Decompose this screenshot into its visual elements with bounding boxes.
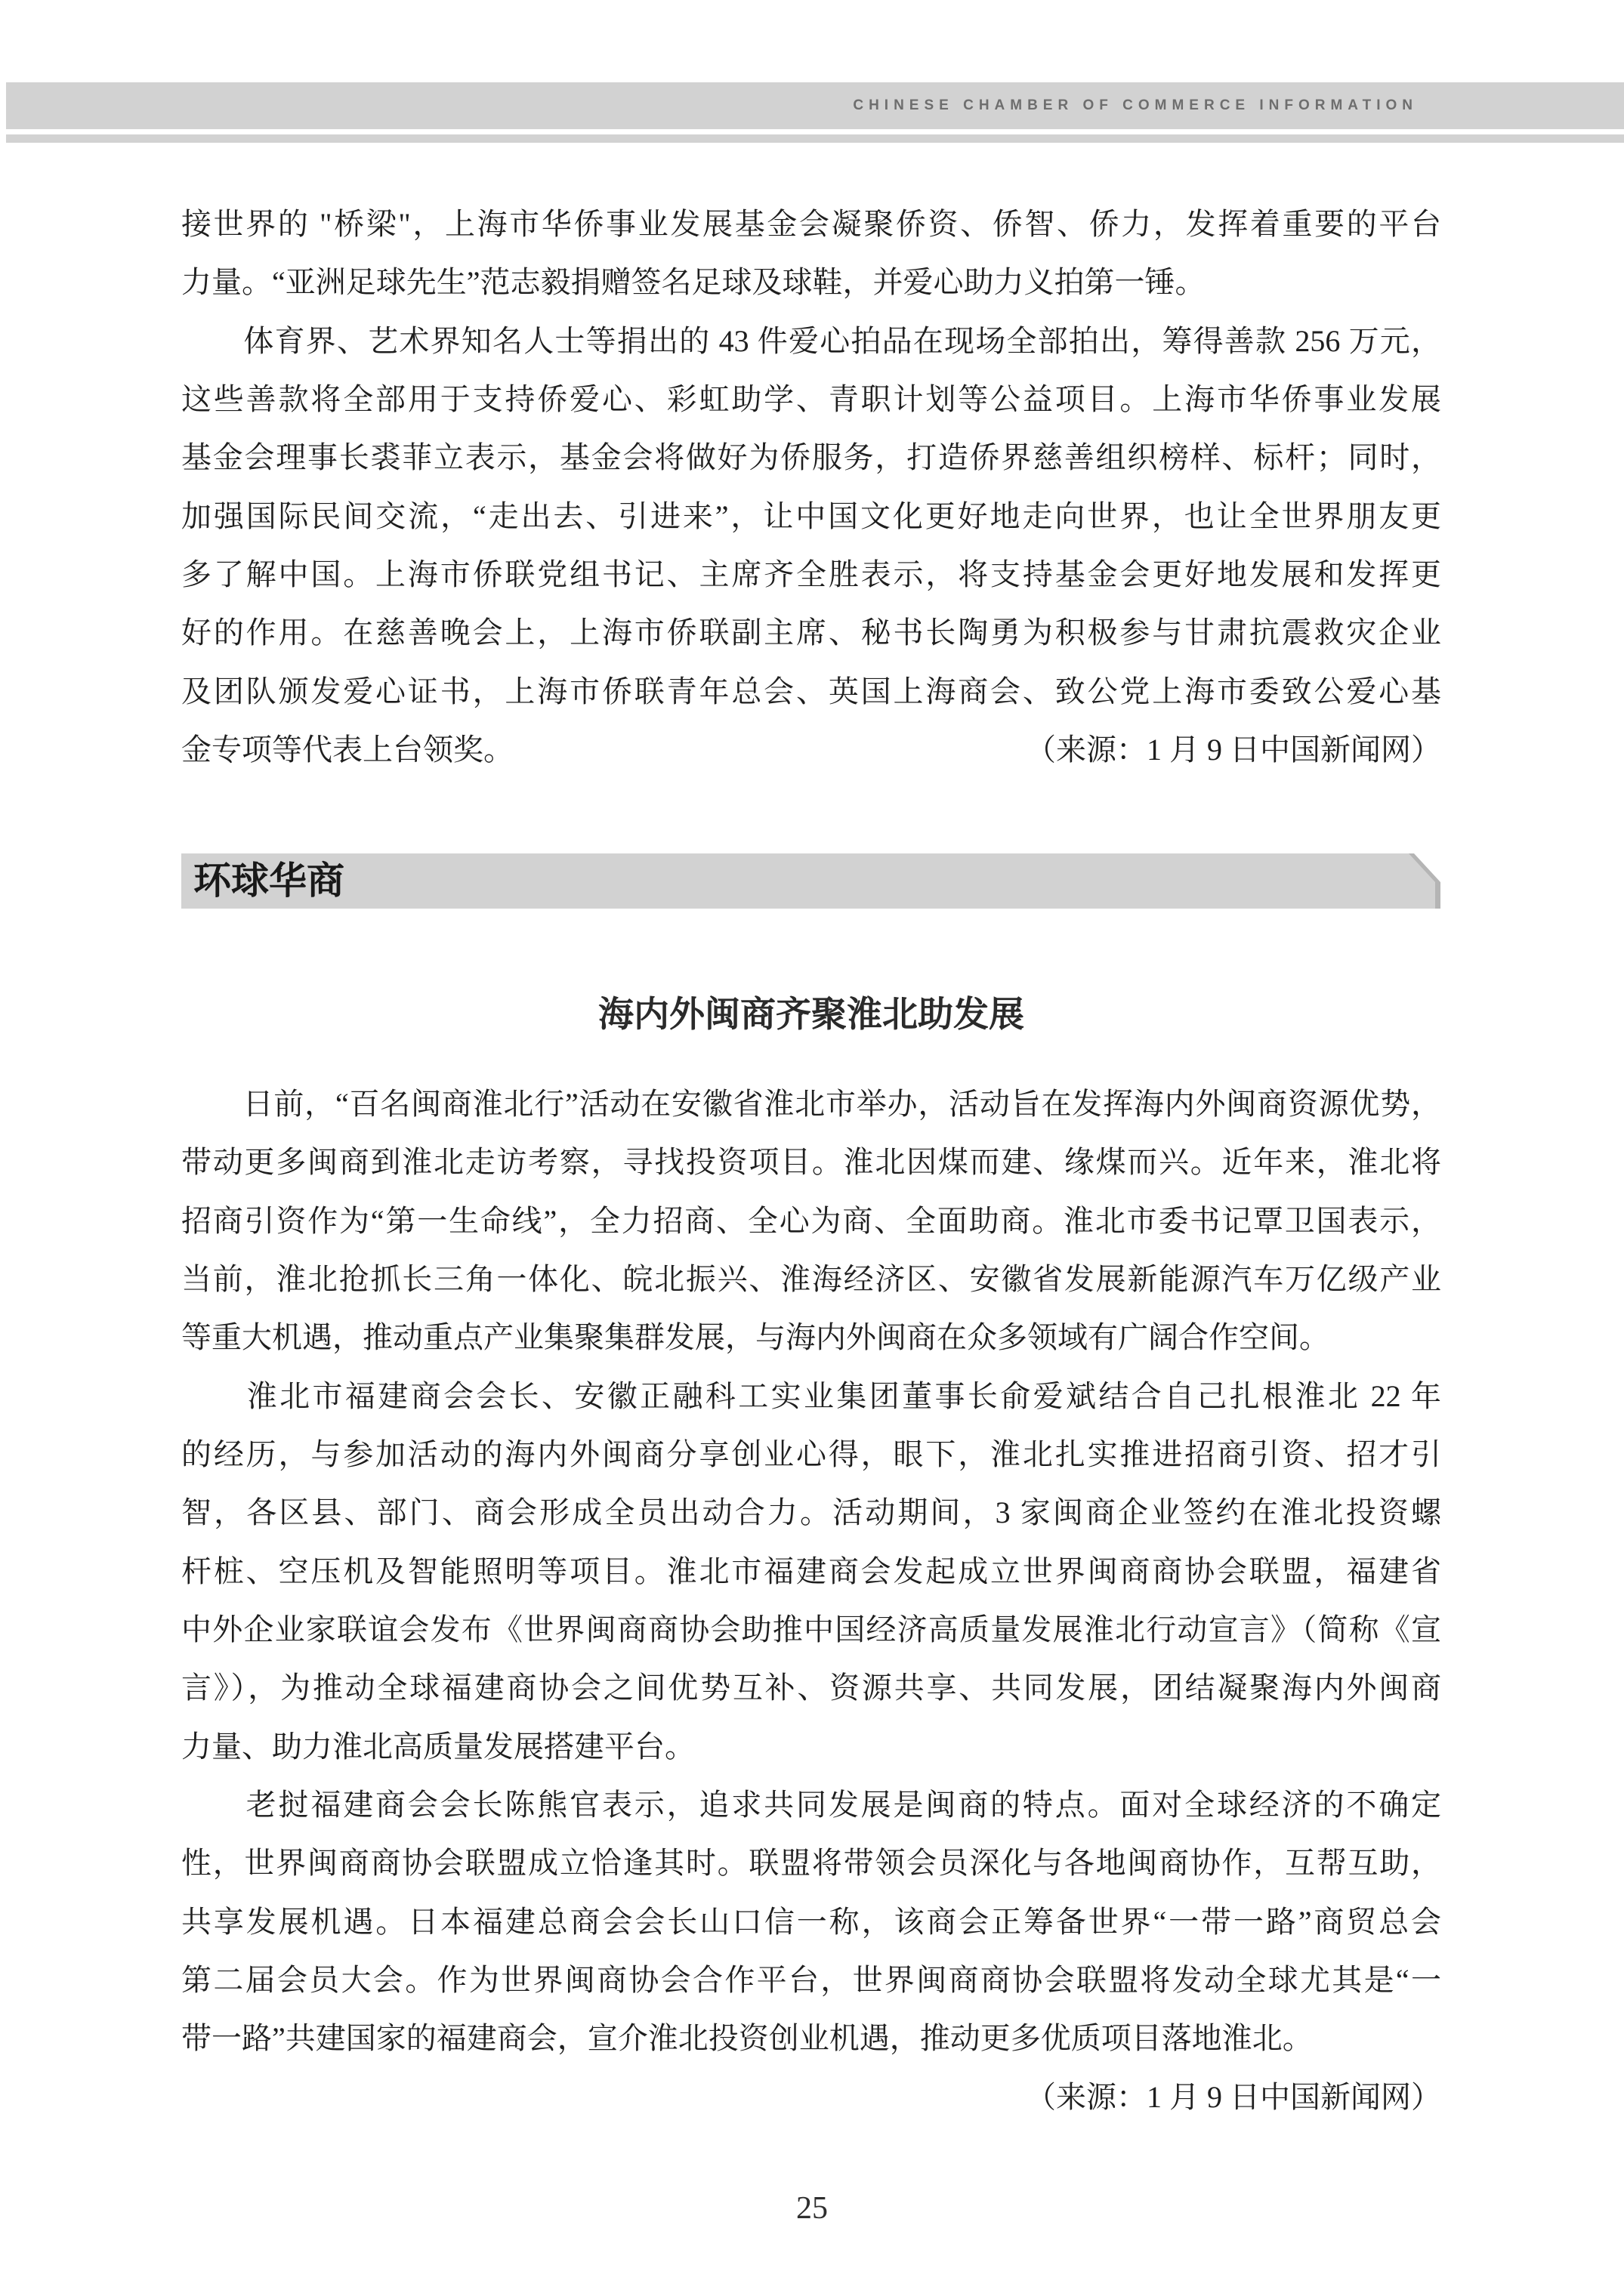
body-line: 带动更多闽商到淮北走访考察，寻找投资项目。淮北因煤而建、缘煤而兴。近年来，淮北将 [181, 1145, 1441, 1180]
body-line: 力量、助力淮北高质量发展搭建平台。 [181, 1729, 695, 1764]
section-band [181, 853, 1435, 909]
body-line: 这些善款将全部用于支持侨爱心、彩虹助学、青职计划等公益项目。上海市华侨事业发展 [181, 381, 1441, 416]
body-line: 智，各区县、部门、商会形成全员出动合力。活动期间，3 家闽商企业签约在淮北投资螺 [181, 1495, 1441, 1530]
body-line: 加强国际民间交流，“走出去、引进来”，让中国文化更好地走向世界，也让全世界朋友更 [181, 498, 1441, 533]
body-line: 性，世界闽商商协会联盟成立恰逢其时。联盟将带领会员深化与各地闽商协作，互帮互助， [181, 1846, 1441, 1881]
source-note: （来源：1 月 9 日中国新闻网） [1026, 2080, 1441, 2114]
body-line: 招商引资作为“第一生命线”，全力招商、全心为商、全面助商。淮北市委书记覃卫国表示， [181, 1203, 1441, 1238]
body-line: 日前，“百名闽商淮北行”活动在安徽省淮北市举办，活动旨在发挥海内外闽商资源优势， [181, 1087, 1441, 1121]
body-line: 带一路”共建国家的福建商会，宣介淮北投资创业机遇，推动更多优质项目落地淮北。 [181, 2021, 1313, 2056]
body-line: 当前，淮北抢抓长三角一体化、皖北振兴、淮海经济区、安徽省发展新能源汽车万亿级产业 [181, 1261, 1441, 1296]
article-title: 海内外闽商齐聚淮北助发展 [598, 994, 1024, 1034]
body-line: 好的作用。在慈善晚会上，上海市侨联副主席、秘书长陶勇为积极参与甘肃抗震救灾企业 [181, 616, 1441, 650]
body-line: 金专项等代表上台领奖。 [181, 732, 514, 767]
source-note: （来源：1 月 9 日中国新闻网） [1026, 733, 1441, 767]
header-strip [6, 134, 1624, 143]
body-line: 中外企业家联谊会发布《世界闽商商协会助推中国经济高质量发展淮北行动宣言》（简称《宣 [181, 1612, 1441, 1646]
body-line: 及团队颁发爱心证书，上海市侨联青年总会、英国上海商会、致公党上海市委致公爱心基 [181, 674, 1441, 708]
body-line: 言》），为推动全球福建商协会之间优势互补、资源共享、共同发展，团结凝聚海内外闽商 [181, 1671, 1441, 1705]
article-body [181, 1075, 1441, 2068]
body-line: 力量。“亚洲足球先生”范志毅捐赠签名足球及球鞋，并爱心助力义拍第一锤。 [181, 265, 1206, 300]
article-continued-body [181, 195, 1441, 779]
body-line: 老挝福建商会会长陈熊官表示，追求共同发展是闽商的特点。面对全球经济的不确定 [181, 1787, 1441, 1822]
body-line: 的经历，与参加活动的海内外闽商分享创业心得，眼下，淮北扎实推进招商引资、招才引 [181, 1437, 1441, 1471]
content-column [181, 195, 1441, 2114]
page-header-band [6, 82, 1624, 129]
body-line: 第二届会员大会。作为世界闽商协会合作平台，世界闽商商协会联盟将发动全球尤其是“一 [181, 1962, 1441, 1997]
page-number: 25 [796, 2191, 828, 2226]
section-label: 环球华商 [193, 859, 344, 902]
body-line: 淮北市福建商会会长、安徽正融科工实业集团董事长俞爱斌结合自己扎根淮北 22 年 [181, 1378, 1441, 1413]
body-line: 接世界的 "桥梁"，上海市华侨事业发展基金会凝聚侨资、侨智、侨力，发挥着重要的平台 [181, 207, 1441, 241]
body-line: 共享发展机遇。日本福建总商会会长山口信一称，该商会正筹备世界“一带一路”商贸总会 [181, 1904, 1441, 1939]
body-line: 基金会理事长裘菲立表示，基金会将做好为侨服务，打造侨界慈善组织榜样、标杆；同时， [181, 440, 1441, 475]
body-line: 多了解中国。上海市侨联党组书记、主席齐全胜表示，将支持基金会更好地发展和发挥更 [181, 557, 1441, 591]
body-line: 等重大机遇，推动重点产业集聚集群发展，与海内外闽商在众多领域有广阔合作空间。 [181, 1320, 1329, 1355]
body-line: 杆桩、空压机及智能照明等项目。淮北市福建商会发起成立世界闽商商协会联盟，福建省 [181, 1554, 1441, 1588]
header-caption: CHINESE CHAMBER OF COMMERCE INFORMATION [853, 97, 1418, 113]
body-line: 体育界、艺术界知名人士等捐出的 43 件爱心拍品在现场全部拍出，筹得善款 256 万元， [181, 323, 1441, 358]
